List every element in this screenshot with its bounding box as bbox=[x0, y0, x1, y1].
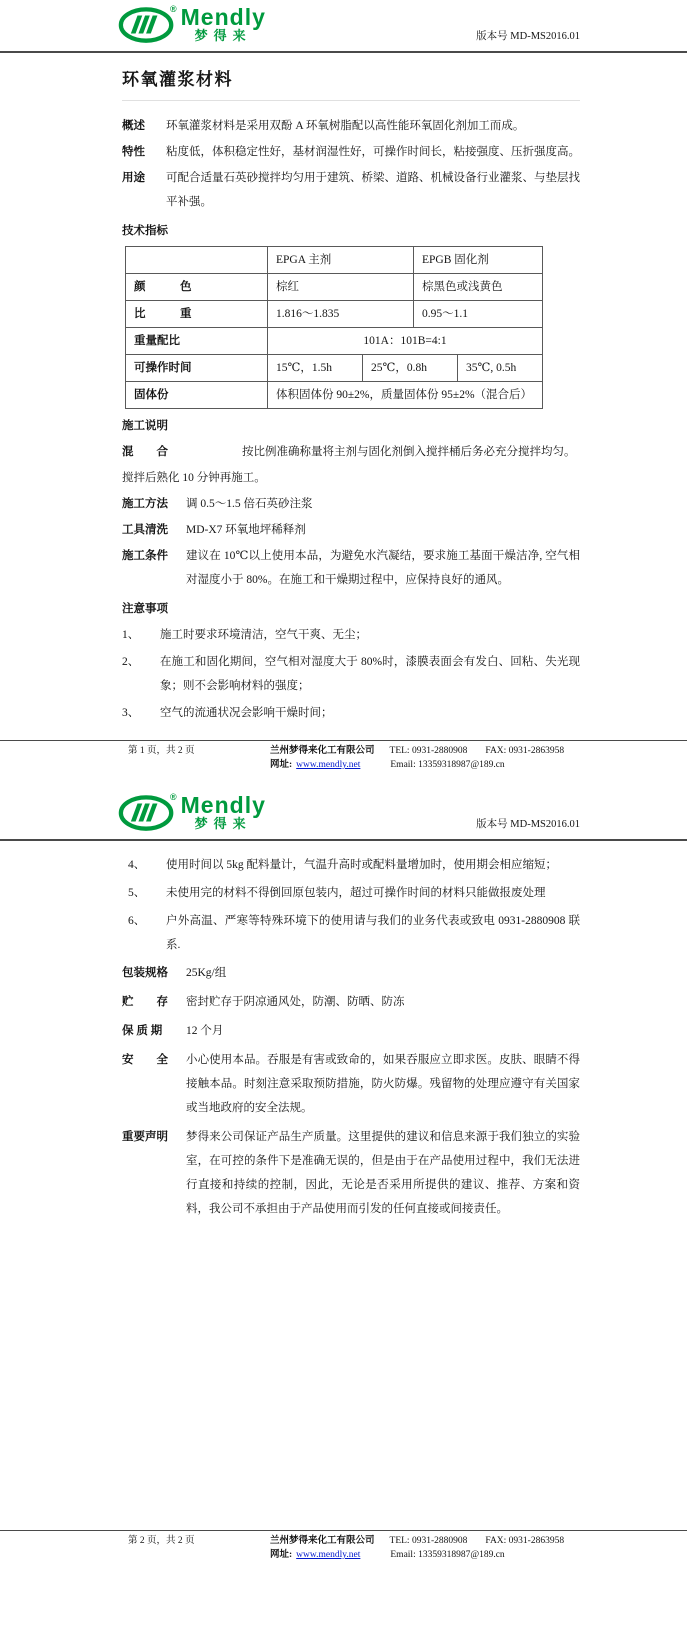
note-number: 4、 bbox=[128, 859, 146, 871]
section-storage bbox=[122, 990, 580, 1014]
features-text: 粘度低，体积稳定性好，基材润湿性好，可操作时间长，粘接强度、压折强度高。 bbox=[166, 146, 580, 158]
section-tool-cleaning bbox=[122, 518, 580, 542]
brand-name: Mendly bbox=[180, 4, 266, 30]
section-safety bbox=[122, 1048, 580, 1120]
ratio-value: 101A：101B=4:1 bbox=[267, 328, 542, 354]
website-link[interactable]: www.mendly.net bbox=[296, 760, 361, 770]
page-1 bbox=[0, 0, 687, 725]
table-row-worktime bbox=[126, 354, 542, 381]
registered-mark: ® bbox=[170, 4, 177, 14]
mixing-text: 按比例准确称量将主剂与固化剂倒入搅拌桶后务必充分搅拌均匀。 bbox=[242, 446, 576, 458]
packaging-label: 包装规格 bbox=[122, 967, 168, 979]
section-packaging bbox=[122, 961, 580, 985]
note-item-3 bbox=[122, 701, 580, 725]
registered-mark: ® bbox=[170, 792, 177, 802]
usage-label: 用途 bbox=[122, 172, 145, 184]
section-statement bbox=[122, 1125, 580, 1221]
method-label: 施工方法 bbox=[122, 498, 168, 510]
worktime-15c: 15℃，1.5h bbox=[267, 355, 362, 381]
note-number: 2、 bbox=[122, 656, 140, 668]
note-item-2 bbox=[122, 650, 580, 698]
section-conditions bbox=[122, 544, 580, 592]
conditions-text: 建议在 10℃以上使用本品，为避免水汽凝结，要求施工基面干燥洁净, 空气相对湿度小于 80%。在施工和干燥期过程中，应保持良好的通风。 bbox=[186, 550, 580, 586]
storage-label: 贮 存 bbox=[122, 996, 168, 1008]
page2-header bbox=[0, 788, 687, 841]
color-b: 棕黑色或浅黄色 bbox=[413, 274, 542, 300]
brand-name-cn: 梦得来 bbox=[194, 816, 252, 831]
method-text: 调 0.5～1.5 倍石英砂注浆 bbox=[186, 498, 313, 510]
company-name: 兰州梦得来化工有限公司 bbox=[270, 746, 375, 756]
footer-line2 bbox=[270, 1548, 687, 1562]
solids-label: 固体份 bbox=[134, 389, 169, 401]
table-row-header bbox=[126, 247, 542, 273]
table-col-epgb: EPGB 固化剂 bbox=[413, 247, 542, 273]
website-label: 网址: bbox=[270, 760, 293, 770]
section-features bbox=[122, 140, 580, 164]
overview-label: 概述 bbox=[122, 120, 145, 132]
note-item-5 bbox=[128, 881, 580, 905]
footer-fax: FAX: 0931-2863958 bbox=[485, 746, 565, 756]
tool-cleaning-text: MD-X7 环氧地坪稀释剂 bbox=[186, 524, 306, 536]
table-col-epga: EPGA 主剂 bbox=[267, 247, 413, 273]
note-text: 施工时要求环境清洁，空气干爽、无尘； bbox=[160, 629, 367, 641]
company-logo bbox=[118, 794, 266, 832]
mendly-logo-icon bbox=[118, 6, 176, 44]
note-number: 6、 bbox=[128, 915, 146, 927]
footer-email: Email: 13359318987@189.cn bbox=[390, 760, 505, 770]
company-name: 兰州梦得来化工有限公司 bbox=[270, 1536, 375, 1546]
construction-heading: 施工说明 bbox=[122, 420, 168, 432]
footer-line1 bbox=[128, 1534, 687, 1548]
page2-footer bbox=[0, 1530, 687, 1562]
page1-footer bbox=[0, 740, 687, 772]
mixing-label: 混 合 bbox=[122, 446, 168, 458]
page1-header bbox=[0, 0, 687, 53]
brand-name: Mendly bbox=[180, 792, 266, 818]
worktime-25c: 25℃，0.8h bbox=[362, 355, 457, 381]
gravity-a: 1.816～1.835 bbox=[267, 301, 413, 327]
page-number: 第 2 页，共 2 页 bbox=[128, 1536, 195, 1546]
footer-line2 bbox=[270, 758, 687, 772]
page-title: 环氧灌浆材料 bbox=[122, 65, 580, 101]
storage-text: 密封贮存于阴凉通风处，防潮、防晒、防冻 bbox=[186, 996, 405, 1008]
footer-tel: TEL: 0931-2880908 bbox=[389, 746, 468, 756]
conditions-label: 施工条件 bbox=[122, 550, 168, 562]
safety-text: 小心使用本品。吞服是有害或致命的，如果吞服应立即求医。皮肤、眼睛不得接触本品。时刻注意采取预防措施，防火防爆。残留物的处理应遵守有关国家或当地政府的安全法规。 bbox=[186, 1054, 580, 1114]
table-row-solids bbox=[126, 381, 542, 408]
shelf-life-text: 12 个月 bbox=[186, 1025, 224, 1037]
note-number: 5、 bbox=[128, 887, 146, 899]
solids-value: 体积固体份 90±2%，质量固体份 95±2%（混合后） bbox=[267, 382, 542, 408]
note-item-4 bbox=[128, 853, 580, 877]
section-overview bbox=[122, 114, 580, 138]
company-logo bbox=[118, 6, 266, 44]
note-text: 使用时间以 5kg 配料量计，气温升高时或配料量增加时，使用期会相应缩短； bbox=[166, 859, 557, 871]
tech-table bbox=[125, 246, 543, 409]
worktime-label: 可操作时间 bbox=[134, 362, 192, 374]
note-item-1 bbox=[122, 623, 580, 647]
section-shelf-life bbox=[122, 1019, 580, 1043]
website-link[interactable]: www.mendly.net bbox=[296, 1550, 361, 1560]
footer-tel: TEL: 0931-2880908 bbox=[389, 1536, 468, 1546]
table-row-gravity bbox=[126, 300, 542, 327]
statement-label: 重要声明 bbox=[122, 1131, 168, 1143]
section-method bbox=[122, 492, 580, 516]
ratio-label: 重量配比 bbox=[134, 335, 180, 347]
tech-heading: 技术指标 bbox=[122, 225, 168, 237]
worktime-35c: 35℃, 0.5h bbox=[457, 355, 542, 381]
color-a: 棕红 bbox=[267, 274, 413, 300]
table-row-color bbox=[126, 273, 542, 300]
version-label: 版本号 MD-MS2016.01 bbox=[476, 31, 580, 42]
section-usage bbox=[122, 166, 580, 214]
page2-content bbox=[122, 853, 580, 1221]
mendly-logo-icon bbox=[118, 794, 176, 832]
note-item-6 bbox=[128, 909, 580, 957]
packaging-text: 25Kg/组 bbox=[186, 967, 227, 979]
version-label: 版本号 MD-MS2016.01 bbox=[476, 819, 580, 830]
brand-text bbox=[181, 6, 266, 43]
notes-heading: 注意事项 bbox=[122, 603, 168, 615]
page-2 bbox=[0, 788, 687, 1223]
mixing-continuation: 搅拌后熟化 10 分钟再施工。 bbox=[122, 472, 266, 484]
note-number: 3、 bbox=[122, 707, 140, 719]
note-number: 1、 bbox=[122, 629, 140, 641]
shelf-life-label: 保 质 期 bbox=[122, 1025, 163, 1037]
footer-fax: FAX: 0931-2863958 bbox=[485, 1536, 565, 1546]
overview-text: 环氧灌浆材料是采用双酚 A 环氧树脂配以高性能环氧固化剂加工而成。 bbox=[166, 120, 525, 132]
footer-line1 bbox=[128, 744, 687, 758]
note-text: 未使用完的材料不得倒回原包装内，超过可操作时间的材料只能做报废处理 bbox=[166, 887, 546, 899]
safety-label: 安 全 bbox=[122, 1054, 168, 1066]
note-text: 空气的流通状况会影响干燥时间； bbox=[160, 707, 333, 719]
table-cell-empty bbox=[126, 247, 267, 273]
website-label: 网址: bbox=[270, 1550, 293, 1560]
usage-text: 可配合适量石英砂搅拌均匀用于建筑、桥梁、道路、机械设备行业灌浆、与垫层找平补强。 bbox=[166, 172, 580, 208]
tool-cleaning-label: 工具清洗 bbox=[122, 524, 168, 536]
table-row-ratio bbox=[126, 327, 542, 354]
note-text: 在施工和固化期间，空气相对湿度大于 80%时，漆膜表面会有发白、回粘、失光现象；则不会影响材料的强度； bbox=[160, 656, 580, 692]
note-text: 户外高温、严寒等特殊环境下的使用请与我们的业务代表或致电 0931-2880908 联系. bbox=[166, 915, 580, 951]
footer-email: Email: 13359318987@189.cn bbox=[390, 1550, 505, 1560]
page-number: 第 1 页，共 2 页 bbox=[128, 746, 195, 756]
page1-content bbox=[122, 114, 580, 725]
color-label: 颜 色 bbox=[134, 281, 192, 293]
gravity-b: 0.95～1.1 bbox=[413, 301, 542, 327]
gravity-label: 比 重 bbox=[134, 308, 192, 320]
statement-text: 梦得来公司保证产品生产质量。这里提供的建议和信息来源于我们独立的实验室，在可控的条件下是准确无误的，但是由于在产品使用过程中，我们无法进行直接和持续的控制，因此，无论是否采用所提供的建议、推荐、方案和资料，我公司不承担由于产品使用而引发的任何直接或间接责任。 bbox=[186, 1131, 580, 1215]
brand-name-cn: 梦得来 bbox=[194, 28, 252, 43]
features-label: 特性 bbox=[122, 146, 145, 158]
brand-text bbox=[181, 794, 266, 831]
section-mixing bbox=[122, 440, 580, 464]
